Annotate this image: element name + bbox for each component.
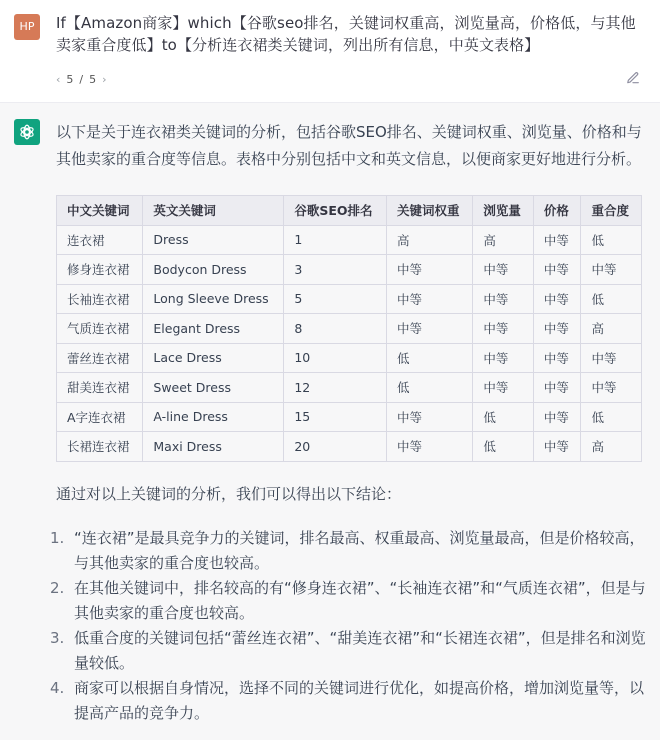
table-row bbox=[57, 284, 642, 314]
table-cell: 中等 bbox=[581, 373, 642, 403]
table-cell: 5 bbox=[284, 284, 387, 314]
list-item-text: 在其他关键词中，排名较高的有“修身连衣裙”、“长袖连衣裙”和“气质连衣裙”，但是与其他卖家的重合度也较高。 bbox=[74, 579, 646, 622]
table-cell: 10 bbox=[284, 343, 387, 373]
table-cell: 中等 bbox=[533, 343, 581, 373]
list-item bbox=[50, 626, 646, 676]
list-item-text: 商家可以根据自身情况，选择不同的关键词进行优化，如提高价格，增加浏览量等，以提高产品的竞争力。 bbox=[74, 679, 645, 722]
list-item bbox=[50, 526, 646, 576]
table-cell: 低 bbox=[386, 373, 472, 403]
table-cell: 蕾丝连衣裙 bbox=[57, 343, 143, 373]
user-message bbox=[0, 0, 660, 102]
table-cell: 中等 bbox=[533, 402, 581, 432]
table-row bbox=[57, 373, 642, 403]
list-item-text: “连衣裙”是最具竞争力的关键词，排名最高、权重最高、浏览量最高，但是价格较高，与其他卖家的重合度也较高。 bbox=[74, 529, 645, 572]
list-item-number: 2. bbox=[50, 579, 65, 597]
table-cell: 中等 bbox=[473, 373, 534, 403]
list-item bbox=[50, 576, 646, 626]
table-cell: Elegant Dress bbox=[143, 314, 284, 344]
pager-current: 5 bbox=[66, 72, 74, 86]
table-cell: 中等 bbox=[473, 284, 534, 314]
conclusion-intro: 通过对以上关键词的分析，我们可以得出以下结论： bbox=[56, 485, 402, 503]
table-cell: 低 bbox=[581, 284, 642, 314]
chevron-right-icon[interactable]: › bbox=[102, 72, 107, 86]
table-cell: 低 bbox=[473, 432, 534, 462]
pager-total: 5 bbox=[89, 72, 97, 86]
table-cell: 中等 bbox=[533, 373, 581, 403]
table-cell: 中等 bbox=[581, 255, 642, 285]
table-cell: 12 bbox=[284, 373, 387, 403]
assistant-intro: 以下是关于连衣裙类关键词的分析，包括谷歌SEO排名、关键词权重、浏览量、价格和与其他卖家的重合度等信息。表格中分别包括中文和英文信息，以便商家更好地进行分析。 bbox=[56, 123, 642, 168]
table-row bbox=[57, 225, 642, 255]
table-header: 关键词权重 bbox=[386, 196, 472, 226]
table-cell: Long Sleeve Dress bbox=[143, 284, 284, 314]
table-cell: A-line Dress bbox=[143, 402, 284, 432]
pager-separator: / bbox=[79, 72, 84, 86]
table-cell: 高 bbox=[581, 432, 642, 462]
table-cell: 中等 bbox=[386, 402, 472, 432]
table-row bbox=[57, 314, 642, 344]
table-cell: 低 bbox=[473, 402, 534, 432]
openai-logo-icon bbox=[14, 119, 40, 145]
table-cell: Lace Dress bbox=[143, 343, 284, 373]
table-row bbox=[57, 402, 642, 432]
list-item-text: 低重合度的关键词包括“蕾丝连衣裙”、“甜美连衣裙”和“长裙连衣裙”，但是排名和浏览量较低。 bbox=[74, 629, 646, 672]
table-cell: 中等 bbox=[386, 314, 472, 344]
table-cell: 修身连衣裙 bbox=[57, 255, 143, 285]
list-item bbox=[50, 676, 646, 726]
table-cell: 中等 bbox=[533, 225, 581, 255]
list-item-number: 3. bbox=[50, 629, 65, 647]
table-cell: 长袖连衣裙 bbox=[57, 284, 143, 314]
table-cell: Bodycon Dress bbox=[143, 255, 284, 285]
table-cell: 中等 bbox=[533, 314, 581, 344]
table-cell: 高 bbox=[386, 225, 472, 255]
assistant-message bbox=[0, 102, 660, 740]
keyword-table bbox=[56, 195, 642, 462]
table-header: 浏览量 bbox=[473, 196, 534, 226]
response-pager bbox=[56, 72, 107, 86]
table-cell: 3 bbox=[284, 255, 387, 285]
table-cell: 中等 bbox=[473, 255, 534, 285]
table-cell: Maxi Dress bbox=[143, 432, 284, 462]
table-header: 谷歌SEO排名 bbox=[284, 196, 387, 226]
table-cell: 低 bbox=[581, 402, 642, 432]
table-header: 重合度 bbox=[581, 196, 642, 226]
table-cell: 中等 bbox=[473, 343, 534, 373]
table-cell: 1 bbox=[284, 225, 387, 255]
table-header: 价格 bbox=[533, 196, 581, 226]
edit-icon[interactable] bbox=[626, 71, 640, 85]
table-cell: 20 bbox=[284, 432, 387, 462]
table-header: 中文关键词 bbox=[57, 196, 143, 226]
user-prompt-text: If【Amazon商家】which【谷歌seo排名，关键词权重高，浏览量高，价格低，与其他卖家重合度低】to【分析连衣裙类关键词，列出所有信息，中英文表格】 bbox=[56, 14, 636, 54]
table-header: 英文关键词 bbox=[143, 196, 284, 226]
table-cell: 中等 bbox=[473, 314, 534, 344]
table-cell: 甜美连衣裙 bbox=[57, 373, 143, 403]
list-item-number: 1. bbox=[50, 529, 65, 547]
user-avatar: HP bbox=[14, 14, 40, 40]
table-header-row bbox=[57, 196, 642, 226]
table-cell: 15 bbox=[284, 402, 387, 432]
table-row bbox=[57, 255, 642, 285]
table-cell: 高 bbox=[473, 225, 534, 255]
table-cell: 中等 bbox=[386, 284, 472, 314]
table-cell: 8 bbox=[284, 314, 387, 344]
table-cell: 中等 bbox=[533, 284, 581, 314]
table-row bbox=[57, 432, 642, 462]
chevron-left-icon[interactable]: ‹ bbox=[56, 72, 61, 86]
table-cell: 连衣裙 bbox=[57, 225, 143, 255]
table-cell: 中等 bbox=[386, 432, 472, 462]
table-cell: Sweet Dress bbox=[143, 373, 284, 403]
table-cell: 高 bbox=[581, 314, 642, 344]
table-cell: 低 bbox=[386, 343, 472, 373]
table-cell: 低 bbox=[581, 225, 642, 255]
table-cell: 中等 bbox=[386, 255, 472, 285]
table-cell: A字连衣裙 bbox=[57, 402, 143, 432]
table-cell: Dress bbox=[143, 225, 284, 255]
table-cell: 气质连衣裙 bbox=[57, 314, 143, 344]
list-item-number: 4. bbox=[50, 679, 65, 697]
table-row bbox=[57, 343, 642, 373]
conclusion-list bbox=[50, 526, 646, 726]
table-cell: 中等 bbox=[533, 255, 581, 285]
table-cell: 中等 bbox=[581, 343, 642, 373]
table-cell: 长裙连衣裙 bbox=[57, 432, 143, 462]
table-cell: 中等 bbox=[533, 432, 581, 462]
keyword-table-container bbox=[56, 195, 642, 462]
